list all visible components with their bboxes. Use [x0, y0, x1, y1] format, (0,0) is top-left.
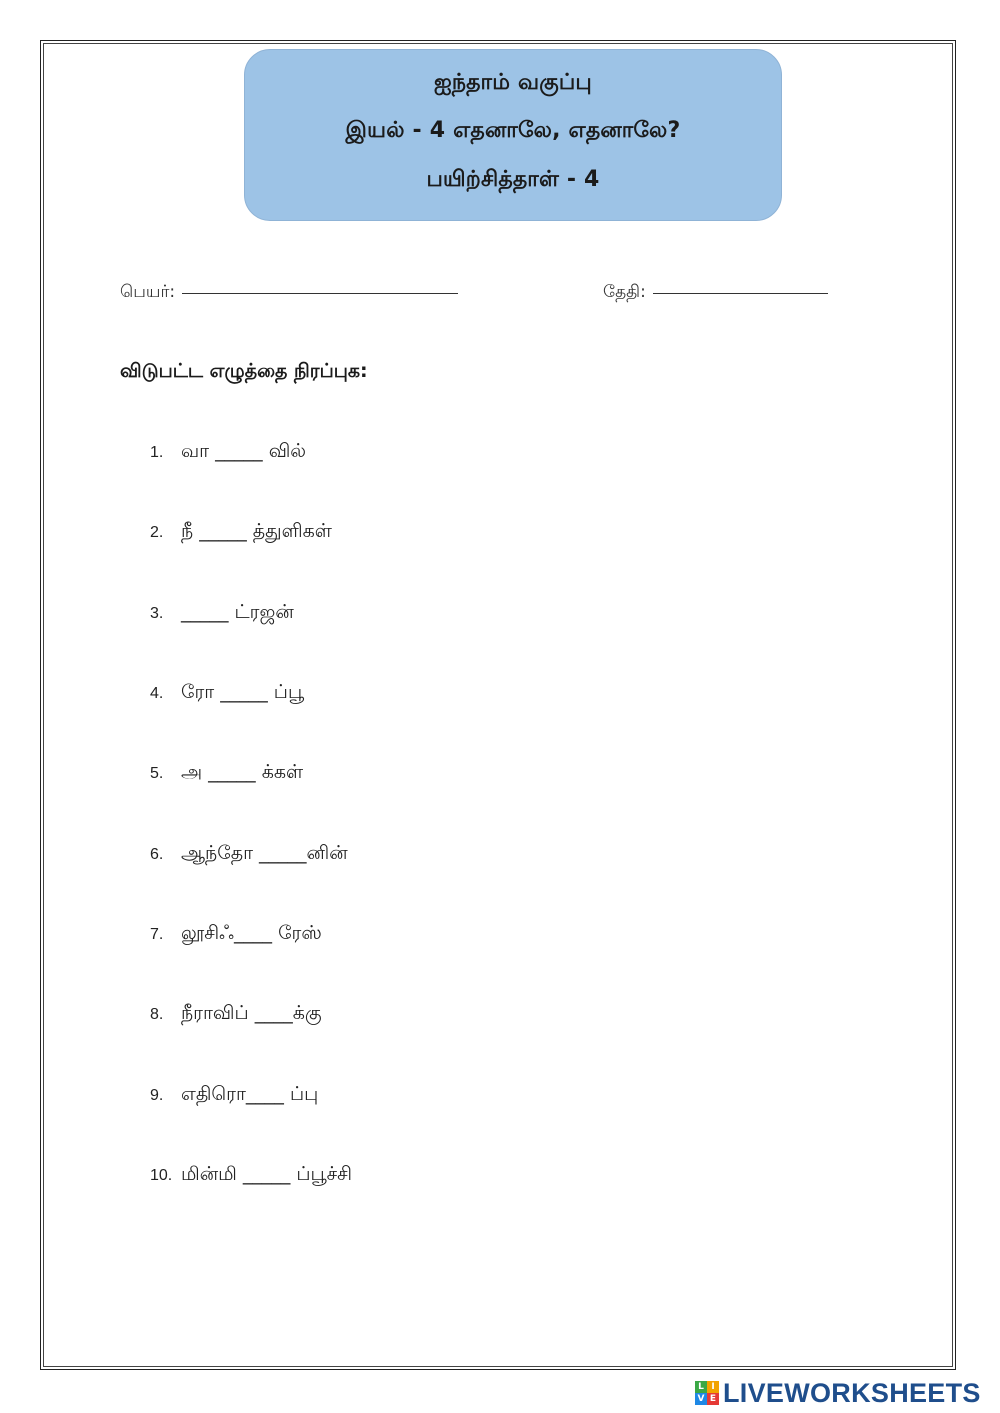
question-text[interactable]: வா _____ வில் [181, 440, 307, 462]
title-worksheet: பயிற்சித்தாள் - 4 [426, 167, 600, 192]
question-number: 3. [150, 605, 164, 622]
question-text[interactable]: ரோ _____ ப்பூ [181, 681, 305, 703]
question-item [150, 1163, 352, 1193]
question-text[interactable]: எதிரொ____ ப்பு [181, 1083, 319, 1105]
date-blank[interactable] [653, 292, 828, 294]
title-box [244, 49, 782, 221]
question-number: 6. [150, 846, 164, 863]
question-item [150, 601, 294, 631]
logo-text: LIVEWORKSHEETS [723, 1377, 981, 1408]
date-label: தேதி: [603, 282, 646, 302]
question-number: 2. [150, 524, 164, 541]
logo-icon [695, 1381, 719, 1405]
logo-letter: I [707, 1381, 719, 1393]
question-item [150, 681, 304, 711]
logo-letter: L [695, 1381, 707, 1393]
question-text[interactable]: ஆந்தோ _____னின் [181, 842, 348, 864]
question-number: 5. [150, 765, 164, 782]
question-number: 7. [150, 926, 164, 943]
question-text[interactable]: _____ ட்ரஜன் [181, 601, 294, 623]
logo-letter: E [707, 1393, 719, 1405]
question-item [150, 922, 322, 952]
question-item [150, 440, 306, 470]
question-number: 9. [150, 1087, 164, 1104]
liveworksheets-logo [695, 1376, 981, 1410]
question-number: 4. [150, 685, 164, 702]
title-grade: ஐந்தாம் வகுப்பு [434, 70, 592, 95]
question-text[interactable]: மின்மி _____ ப்பூச்சி [181, 1163, 353, 1185]
question-number: 10. [150, 1167, 173, 1184]
name-field [120, 282, 458, 304]
question-text[interactable]: நீ _____ த்துளிகள் [181, 520, 332, 542]
instruction: விடுபட்ட எழுத்தை நிரப்புக: [120, 360, 368, 382]
question-number: 1. [150, 444, 164, 461]
logo-letter: V [695, 1393, 707, 1405]
question-item [150, 761, 303, 791]
question-text[interactable]: லூசிஃ____ ரேஸ் [181, 922, 322, 944]
question-text[interactable]: நீராவிப் ____க்கு [181, 1002, 322, 1024]
question-text[interactable]: அ _____ க்கள் [181, 761, 304, 783]
question-item [150, 1002, 322, 1032]
question-number: 8. [150, 1006, 164, 1023]
question-item [150, 1083, 318, 1113]
name-blank[interactable] [182, 292, 458, 294]
name-label: பெயர்: [120, 282, 176, 302]
date-field [603, 282, 828, 304]
question-item [150, 520, 332, 550]
title-lesson: இயல் - 4 எதனாலே, எதனாலே? [345, 118, 681, 143]
question-item [150, 842, 348, 872]
